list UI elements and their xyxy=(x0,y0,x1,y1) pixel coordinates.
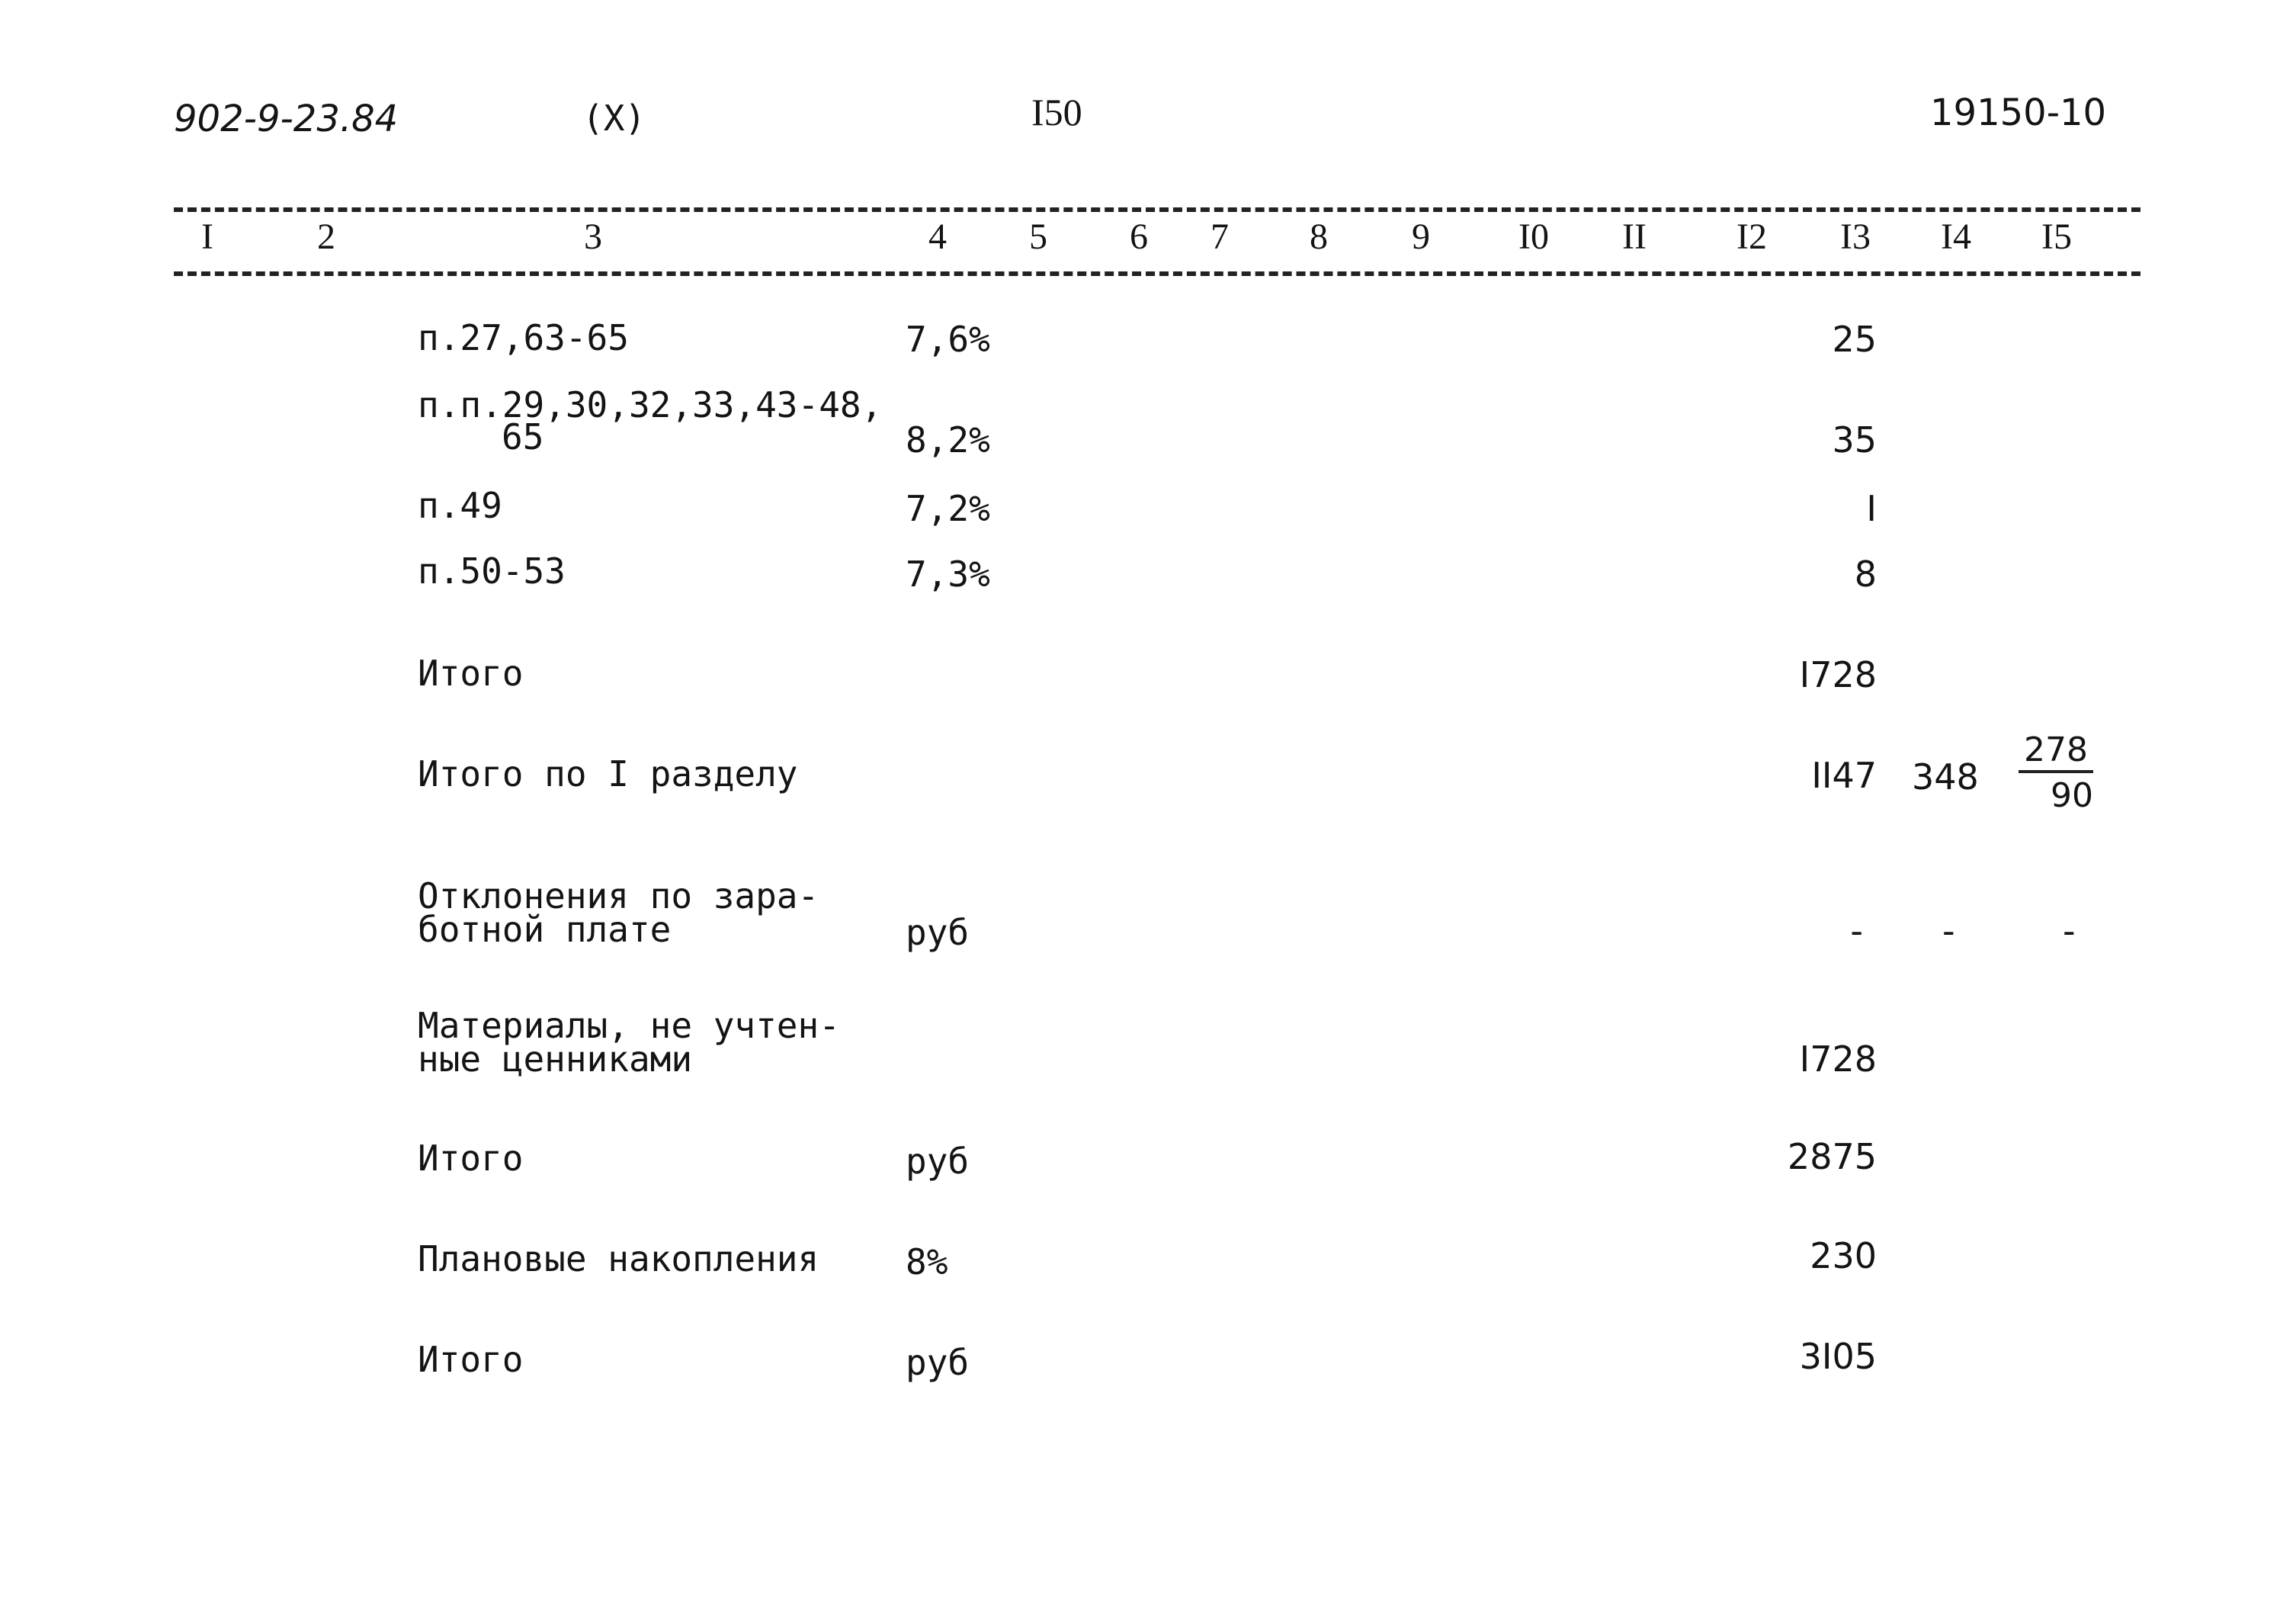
row-1-rate: 7,6% xyxy=(906,319,990,360)
document-number: 19150-10 xyxy=(1930,91,2107,134)
wage-deviation-col13: - xyxy=(1850,910,1863,952)
row-2-rate: 8,2% xyxy=(906,419,990,461)
subtotal-label: Итого xyxy=(418,653,524,694)
planned-savings-col13-value: 230 xyxy=(1810,1235,1877,1276)
column-number-15: I5 xyxy=(2041,217,2072,257)
column-number-1: I xyxy=(201,217,213,257)
row-4-col13-value: 8 xyxy=(1854,554,1877,595)
wage-deviation-unit: руб xyxy=(906,912,970,953)
column-number-3: 3 xyxy=(584,217,602,257)
column-number-4: 4 xyxy=(928,217,947,257)
page-number: I50 xyxy=(1031,91,1082,133)
document-code: 902-9-23.84 xyxy=(174,98,399,140)
total-unit: руб xyxy=(906,1141,970,1182)
column-header-top-rule xyxy=(174,207,2140,212)
fraction-bar xyxy=(2019,770,2093,773)
row-1-col13-value: 25 xyxy=(1832,319,1877,360)
fraction-denominator: 90 xyxy=(2051,776,2093,815)
column-number-12: I2 xyxy=(1736,217,1767,257)
row-1-description: п.27,63-65 xyxy=(418,317,629,358)
wage-deviation-col15: - xyxy=(2063,910,2076,952)
section-total-label: Итого по I разделу xyxy=(418,753,798,794)
section-total-col14-value: 348 xyxy=(1912,756,1979,798)
row-2-description-line1: п.п.29,30,32,33,43-48, xyxy=(418,384,883,425)
column-number-14: I4 xyxy=(1941,217,1971,257)
column-number-13: I3 xyxy=(1840,217,1871,257)
column-number-2: 2 xyxy=(317,217,335,257)
document-variant: (X) xyxy=(582,98,646,139)
total-col13-value: 2875 xyxy=(1787,1136,1877,1177)
grand-total-col13-value: 3I05 xyxy=(1799,1336,1877,1377)
column-number-10: I0 xyxy=(1518,217,1549,257)
column-number-8: 8 xyxy=(1310,217,1328,257)
row-3-description: п.49 xyxy=(418,485,502,526)
wage-deviation-col14: - xyxy=(1942,910,1955,952)
grand-total-label: Итого xyxy=(418,1339,524,1380)
wage-deviation-label-line1: Отклонения по зара- xyxy=(418,875,819,916)
column-number-11: II xyxy=(1622,217,1647,257)
column-number-7: 7 xyxy=(1211,217,1229,257)
total-label: Итого xyxy=(418,1138,524,1179)
row-3-col13-value: I xyxy=(1866,488,1877,529)
materials-label-line1: Материалы, не учтен- xyxy=(418,1005,840,1046)
row-2-col13-value: 35 xyxy=(1832,419,1877,461)
materials-col13-value: I728 xyxy=(1799,1038,1877,1080)
row-4-rate: 7,3% xyxy=(906,554,990,595)
row-4-description: п.50-53 xyxy=(418,550,566,592)
planned-savings-label: Плановые накопления xyxy=(418,1238,819,1279)
column-header-bottom-rule xyxy=(174,271,2140,276)
planned-savings-rate: 8% xyxy=(906,1241,948,1282)
column-number-9: 9 xyxy=(1412,217,1430,257)
materials-label-line2: ные ценниками xyxy=(418,1038,693,1080)
fraction-numerator: 278 xyxy=(2024,730,2088,769)
section-total-col13-value: II47 xyxy=(1811,755,1877,796)
wage-deviation-label-line2: ботной плате xyxy=(418,909,672,950)
subtotal-col13-value: I728 xyxy=(1799,654,1877,695)
grand-total-unit: руб xyxy=(906,1342,970,1383)
column-number-5: 5 xyxy=(1029,217,1047,257)
column-number-6: 6 xyxy=(1130,217,1148,257)
row-3-rate: 7,2% xyxy=(906,488,990,529)
section-total-col15-fraction xyxy=(2019,732,2093,814)
row-2-description-line2: 65 xyxy=(502,416,544,457)
